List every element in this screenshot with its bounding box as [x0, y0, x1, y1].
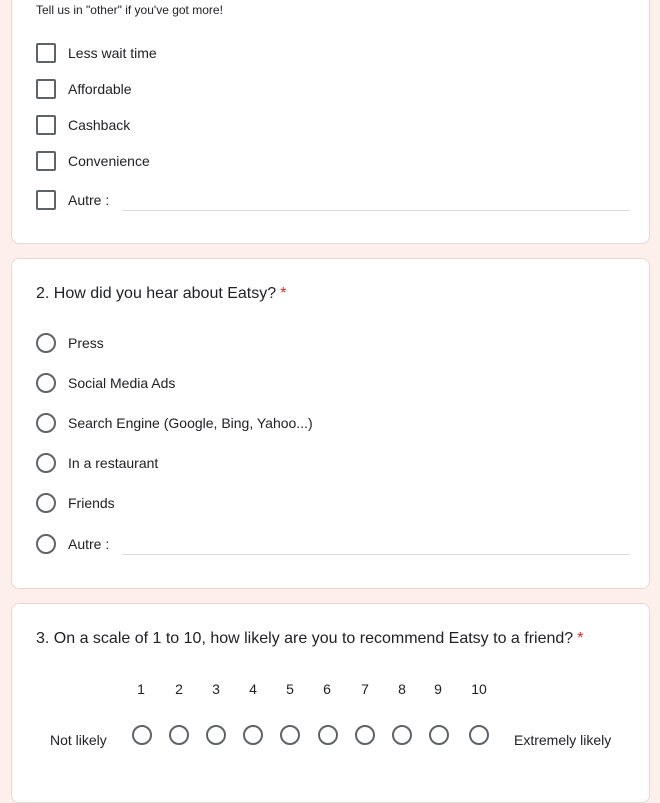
option-label: Autre : — [68, 536, 110, 552]
other-input-underline — [122, 210, 630, 211]
scale-radio-5[interactable] — [280, 725, 300, 745]
checkbox[interactable] — [36, 151, 56, 171]
option-label: Social Media Ads — [68, 375, 176, 391]
radio-option-in-a-restaurant[interactable] — [36, 451, 158, 475]
scale-radio-1[interactable] — [132, 725, 152, 745]
question-title-text: 3. On a scale of 1 to 10, how likely are you to recommend Eatsy to a friend? — [36, 630, 574, 647]
radio-option-press[interactable] — [36, 331, 104, 355]
scale-radio-7[interactable] — [355, 725, 375, 745]
option-label: In a restaurant — [68, 455, 159, 471]
option-label: Autre : — [68, 192, 110, 208]
scale-number-1: 1 — [137, 681, 145, 697]
checkbox[interactable] — [36, 79, 56, 99]
scale-low-label: Not likely — [50, 732, 107, 748]
checkbox-option-cashback[interactable] — [36, 113, 130, 137]
scale-radio-6[interactable] — [318, 725, 338, 745]
other-text-input[interactable] — [122, 188, 622, 210]
option-label: Search Engine (Google, Bing, Yahoo...) — [68, 415, 313, 431]
checkbox-option-other[interactable] — [36, 188, 630, 212]
radio-option-other[interactable] — [36, 532, 630, 556]
scale-radio-2[interactable] — [169, 725, 189, 745]
radio-button[interactable] — [36, 534, 56, 554]
option-label: Less wait time — [68, 45, 157, 61]
radio-button[interactable] — [36, 373, 56, 393]
other-input-underline — [122, 554, 630, 555]
scale-number-10: 10 — [471, 681, 487, 697]
question-title — [36, 285, 286, 303]
scale-number-8: 8 — [398, 681, 406, 697]
scale-number-2: 2 — [175, 681, 183, 697]
option-label: Affordable — [68, 81, 132, 97]
scale-radio-3[interactable] — [206, 725, 226, 745]
scale-radio-8[interactable] — [392, 725, 412, 745]
scale-number-5: 5 — [286, 681, 294, 697]
checkbox-option-less-wait-time[interactable] — [36, 41, 157, 65]
other-text-input[interactable] — [122, 532, 622, 554]
scale-number-7: 7 — [361, 681, 369, 697]
checkbox-option-affordable[interactable] — [36, 77, 132, 101]
option-label: Cashback — [68, 117, 131, 133]
scale-number-6: 6 — [323, 681, 331, 697]
checkbox-option-convenience[interactable] — [36, 149, 150, 173]
required-asterisk: * — [280, 285, 287, 302]
question-card-3 — [11, 603, 650, 803]
radio-button[interactable] — [36, 333, 56, 353]
question-title — [36, 630, 583, 648]
scale-radio-4[interactable] — [243, 725, 263, 745]
radio-button[interactable] — [36, 453, 56, 473]
radio-option-friends[interactable] — [36, 491, 115, 515]
option-label: Press — [68, 335, 104, 351]
scale-number-3: 3 — [212, 681, 220, 697]
scale-radio-9[interactable] — [429, 725, 449, 745]
option-label: Convenience — [68, 153, 150, 169]
option-label: Friends — [68, 495, 115, 511]
radio-option-social-media-ads[interactable] — [36, 371, 175, 395]
scale-radio-10[interactable] — [469, 725, 489, 745]
scale-number-9: 9 — [434, 681, 442, 697]
radio-button[interactable] — [36, 493, 56, 513]
radio-option-search-engine[interactable] — [36, 411, 313, 435]
checkbox[interactable] — [36, 190, 56, 210]
question-card-1 — [11, 0, 650, 244]
checkbox[interactable] — [36, 43, 56, 63]
required-asterisk: * — [577, 630, 584, 647]
radio-button[interactable] — [36, 413, 56, 433]
checkbox[interactable] — [36, 115, 56, 135]
question-card-2 — [11, 258, 650, 589]
scale-number-4: 4 — [249, 681, 257, 697]
question-helper-text: Tell us in "other" if you've got more! — [36, 3, 223, 17]
question-title-text: 2. How did you hear about Eatsy? — [36, 285, 277, 302]
scale-high-label: Extremely likely — [514, 732, 612, 748]
